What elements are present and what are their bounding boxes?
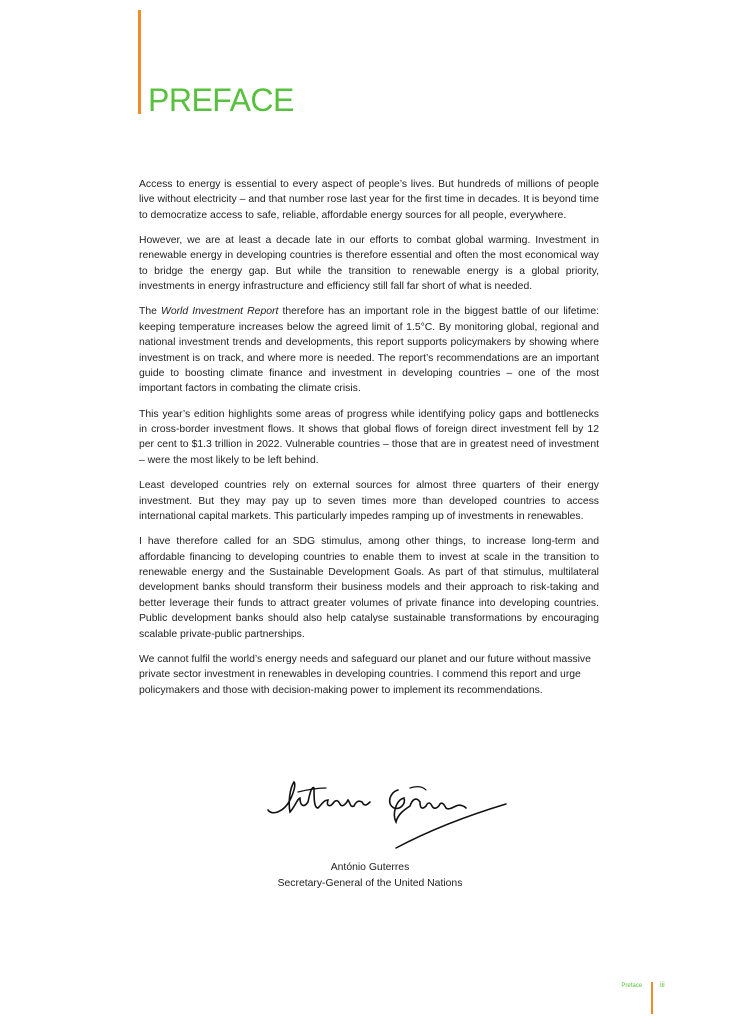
preface-body (139, 177, 599, 708)
footer-section-label: Preface (621, 983, 642, 989)
paragraph-7: We cannot fulfil the world’s energy needs and safeguard our planet and our future without massive private sector investment in renewables in developing countries. I commend this report and urge policymakers and those with decision-making power to implement its recommendations. (139, 653, 591, 696)
signatory-title: Secretary-General of the United Nations (277, 878, 463, 889)
paragraph-6: I have therefore called for an SDG stimulus, among other things, to increase long-term and affordable financing to developing countries to enable them to invest at scale in the transition to renewable energy and the Sustainable Development Goals. As part of that stimulus, multilateral development banks should transform their business models and their approach to risk-taking and better leverage their funds to attract greater volumes of private finance into developing countries. Public development banks should also help catalyse sustainable transformations by encouraging scalable private-public partnerships. (139, 536, 599, 640)
paragraph-1: Access to energy is essential to every aspect of people’s lives. But hundreds of millions of people live without electricity – and that number rose last year for the first time in decades. It is beyond time to democratize access to safe, reliable, affordable energy sources for all people, everywhere. (139, 179, 599, 221)
paragraph-5: Least developed countries rely on external sources for almost three quarters of their energy investment. But they may pay up to seven times more than developed countries to access international capital markets. This particularly impedes ramping up of investments in renewables. (139, 480, 599, 522)
paragraph-4: This year’s edition highlights some areas of progress while identifying policy gaps and bottlenecks in cross-border investment flows. It shows that global flows of foreign direct investment fell by 12 per cent to $1.3 trillion in 2022. Vulnerable countries – those that are in greatest need of investment – were the most likely to be left behind. (139, 408, 599, 466)
signatory-name: António Guterres (330, 862, 410, 873)
report-title-italic: World Investment Report (161, 306, 279, 318)
page-title: PREFACE (148, 82, 294, 118)
paragraph-3-rest: therefore has an important role in the biggest battle of our lifetime: keeping temperature increases below the agreed limit of 1.5°C. By monitoring global, regional and national investment trends and developments, this report supports policymakers by showing where investment is on track, and where more is needed. The report’s recommendations are an important guide to boosting climate finance and investment in developing countries – one of the most important factors in combating the climate crisis. (139, 306, 600, 395)
paragraph-2: However, we are at least a decade late in our efforts to combat global warming. Investment in renewable energy in developing countries is therefore essential and often the most economical way to bridge the energy gap. But while the transition to renewable energy is a global priority, investments in energy infrastructure and efficiency still fall far short of what is needed. (139, 235, 599, 293)
paragraph-3-prefix: The (139, 306, 162, 318)
paragraph-3 (139, 304, 599, 396)
page-number: iii (660, 982, 665, 989)
title-accent-bar (138, 10, 141, 114)
signature-image (260, 768, 510, 858)
footer-accent-bar (651, 982, 653, 1014)
